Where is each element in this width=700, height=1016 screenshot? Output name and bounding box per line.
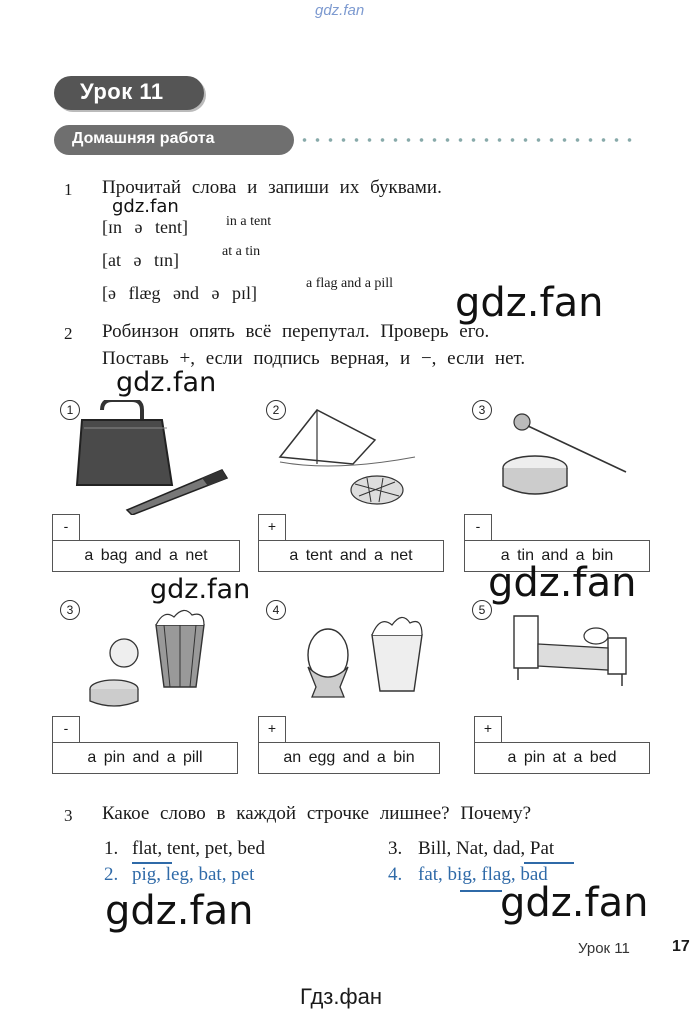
- lesson-title: Урок 11: [80, 79, 164, 104]
- card6-mark: +: [474, 716, 502, 743]
- task1-phonetic-3: [ə flæg ənd ə pɪl]: [102, 283, 257, 303]
- card3-number: 3: [472, 400, 492, 420]
- lesson-title-pill: [54, 76, 204, 110]
- page-number: 17: [672, 938, 690, 955]
- card6-number: 5: [472, 600, 492, 620]
- watermark: gdz.fan: [116, 367, 217, 398]
- tin-and-bin-picture: [80, 605, 220, 715]
- card2-mark: +: [258, 514, 286, 541]
- dotted-divider: [298, 137, 638, 143]
- card2-number: 2: [266, 400, 286, 420]
- task3-row4-words: fat, big, flag, bad: [418, 864, 548, 885]
- underline: [460, 890, 502, 892]
- tent-and-net-picture: [275, 402, 425, 512]
- task1-phonetic-2: [at ə tɪn]: [102, 250, 179, 270]
- task3-row1-words: flat, tent, pet, bed: [132, 838, 265, 859]
- homework-label-pill: [54, 125, 294, 155]
- watermark: gdz.fan: [112, 196, 179, 217]
- task3-row2-words: pig, leg, bat, pet: [132, 864, 255, 885]
- task3-row3-label: 3.: [388, 838, 403, 859]
- top-watermark: gdz.fan: [315, 2, 365, 19]
- task1-instruction: Прочитай слова и запиши их буквами.: [102, 177, 442, 198]
- card3-caption: a tin and a bin: [464, 540, 650, 572]
- card5-number: 4: [266, 600, 286, 620]
- task1-answer-2: at a tin: [222, 244, 261, 259]
- watermark: gdz.fan: [500, 880, 649, 926]
- card5-mark: +: [258, 716, 286, 743]
- task3-row4-label: 4.: [388, 864, 403, 885]
- watermark: gdz.fan: [150, 574, 251, 605]
- watermark: gdz.fan: [455, 280, 604, 326]
- watermark: gdz.fan: [105, 888, 254, 934]
- pin-and-tin-picture: [498, 410, 638, 510]
- task2-number: 2: [64, 324, 73, 343]
- bottom-watermark: Гдз.фан: [300, 984, 382, 1009]
- homework-label: Домашняя работа: [72, 130, 215, 147]
- task1-answer-3: a flag and a pill: [306, 276, 394, 291]
- card1-number: 1: [60, 400, 80, 420]
- card1-mark: -: [52, 514, 80, 541]
- egg-and-bin-picture: [300, 605, 430, 715]
- task3-number: 3: [64, 806, 73, 825]
- card4-mark: -: [52, 716, 80, 743]
- card2-caption: a tent and a net: [258, 540, 444, 572]
- card3-mark: -: [464, 514, 492, 541]
- task2-line1: Робинзон опять всё перепутал. Проверь его.: [102, 321, 490, 342]
- task3-row3-words: Bill, Nat, dad, Pat: [418, 838, 555, 859]
- task1-number: 1: [64, 180, 73, 199]
- card4-caption: a pin and a pill: [52, 742, 238, 774]
- task3-row2-label: 2.: [104, 864, 119, 885]
- task1-answer-1: in a tent: [226, 214, 272, 229]
- card6-caption: a pin at a bed: [474, 742, 650, 774]
- bag-and-pen-picture: [72, 400, 242, 515]
- task1-phonetic-1: [ɪn ə tent]: [102, 217, 188, 237]
- watermark: gdz.fan: [488, 560, 637, 606]
- bed-picture: [508, 608, 633, 703]
- card1-caption: a bag and a net: [52, 540, 240, 572]
- card4-number: 3: [60, 600, 80, 620]
- card5-caption: an egg and a bin: [258, 742, 440, 774]
- task3-row1-label: 1.: [104, 838, 119, 859]
- task3-instruction: Какое слово в каждой строчке лишнее? Почему?: [102, 803, 531, 824]
- task2-line2: Поставь +, если подпись верная, и −, если нет.: [102, 348, 526, 369]
- footer-lesson: Урок 11: [578, 940, 630, 957]
